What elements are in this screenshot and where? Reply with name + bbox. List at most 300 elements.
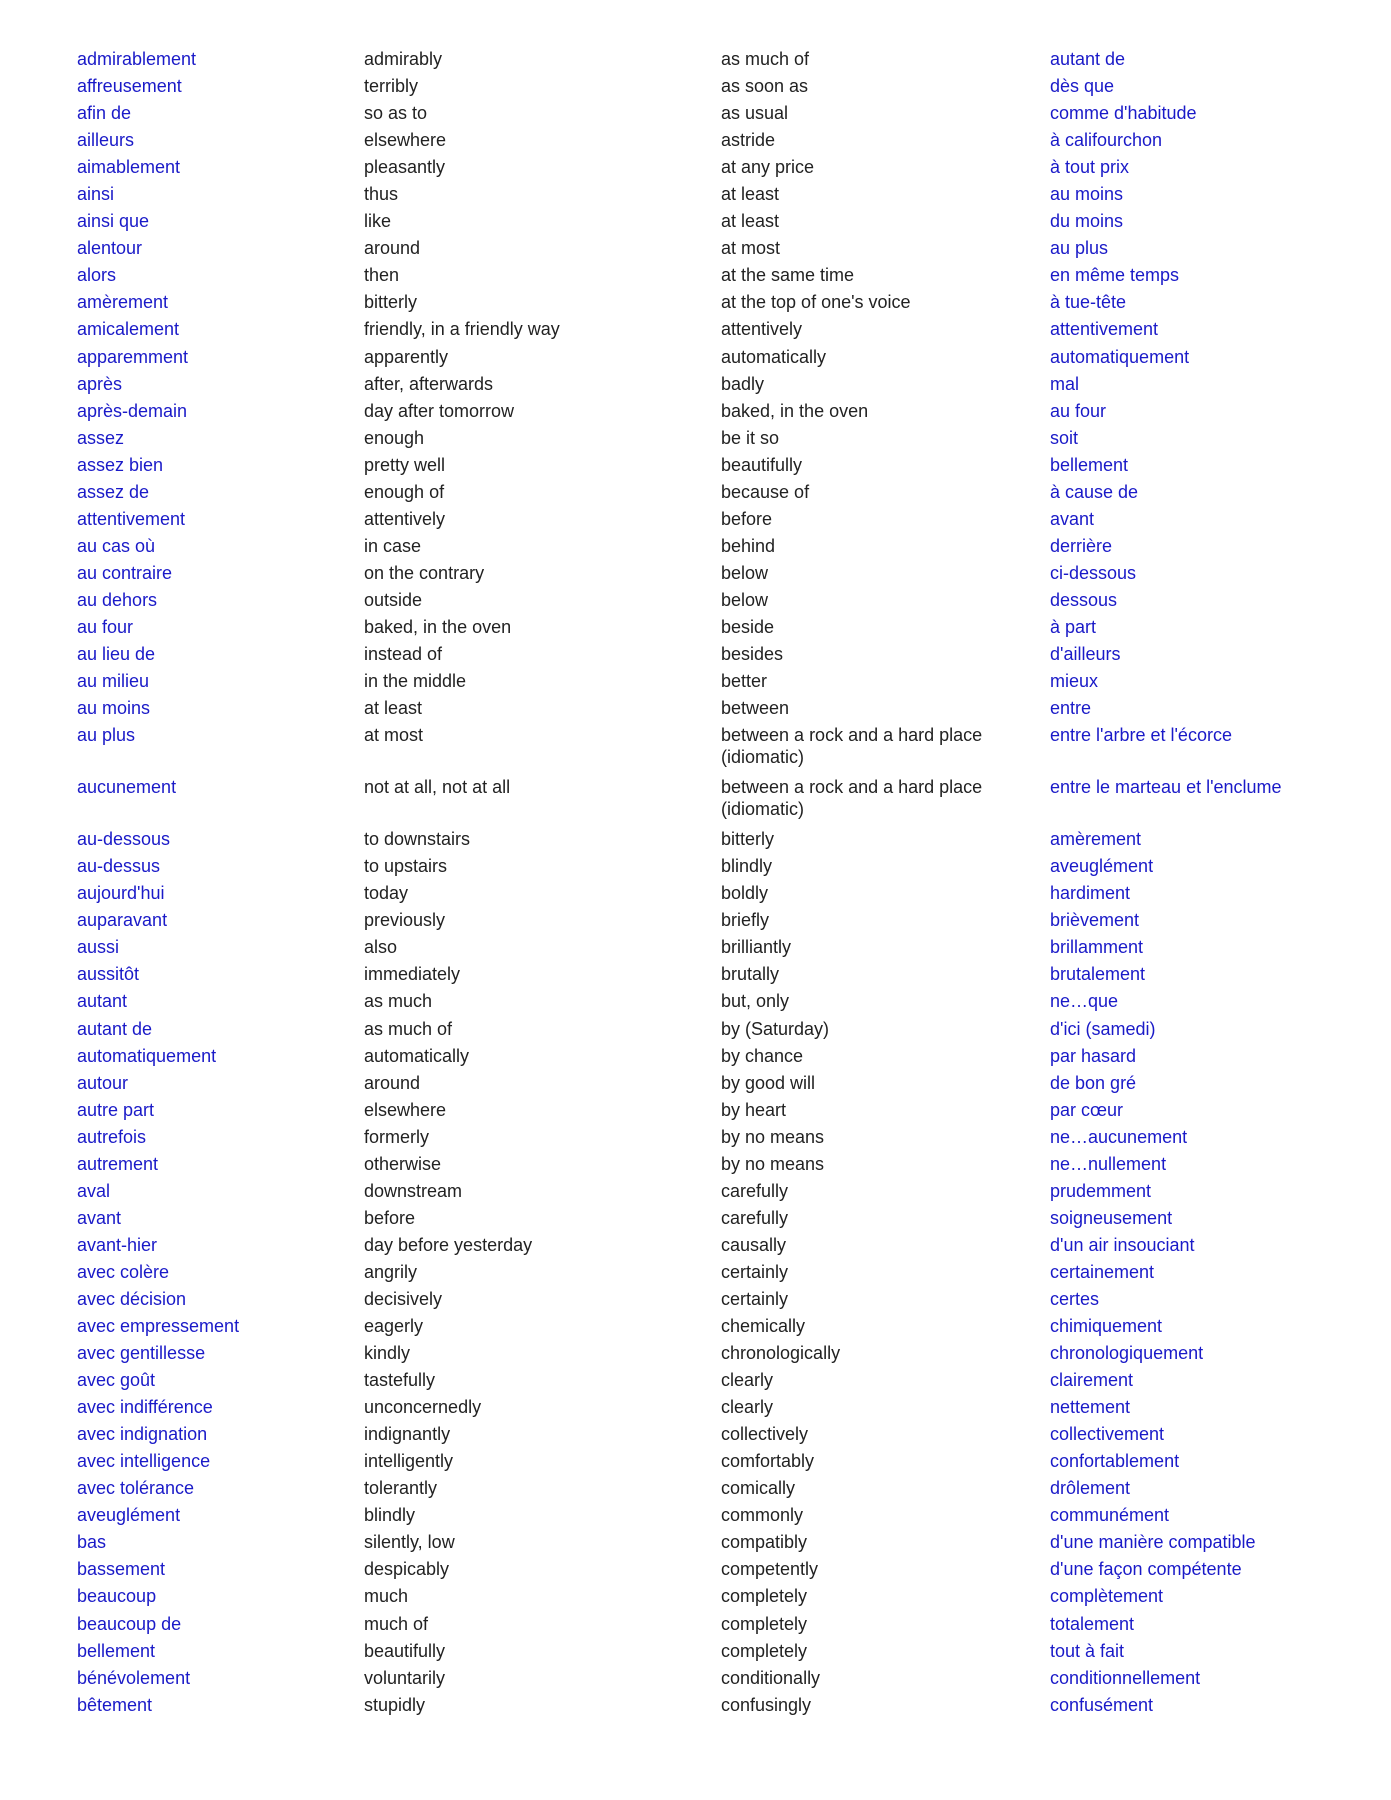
french-adverb: au contraire bbox=[77, 562, 173, 583]
english-phrase: by heart bbox=[721, 1099, 787, 1120]
french-adverb: au dehors bbox=[77, 589, 158, 610]
french-adverb: avec gentillesse bbox=[77, 1343, 206, 1364]
french-equivalent: par hasard bbox=[1050, 1045, 1137, 1066]
french-adverb: avec intelligence bbox=[77, 1451, 211, 1472]
table-row bbox=[0, 291, 1391, 318]
french-equivalent: comme d'habitude bbox=[1050, 103, 1197, 124]
french-equivalent: entre le marteau et l'enclume bbox=[1050, 777, 1282, 798]
french-adverb: assez bbox=[77, 427, 125, 448]
french-adverb: avant bbox=[77, 1207, 122, 1228]
english-translation: immediately bbox=[364, 964, 461, 985]
french-adverb: aucunement bbox=[77, 777, 177, 798]
english-translation: pretty well bbox=[364, 454, 446, 475]
english-phrase: at any price bbox=[721, 157, 815, 178]
french-adverb: admirablement bbox=[77, 49, 197, 69]
english-phrase: at the top of one's voice bbox=[721, 292, 911, 313]
table-row bbox=[0, 855, 1391, 882]
table-row bbox=[0, 616, 1391, 643]
french-adverb: amèrement bbox=[77, 292, 169, 313]
french-adverb: affreusement bbox=[77, 76, 182, 97]
english-phrase: comically bbox=[721, 1478, 796, 1499]
english-translation: apparently bbox=[364, 346, 449, 367]
english-translation: despicably bbox=[364, 1559, 450, 1580]
english-phrase: brutally bbox=[721, 964, 780, 985]
english-phrase: chemically bbox=[721, 1316, 806, 1337]
french-equivalent: chronologiquement bbox=[1050, 1343, 1204, 1364]
french-adverb: assez bien bbox=[77, 454, 164, 475]
english-translation: to upstairs bbox=[364, 856, 448, 877]
french-adverb: bassement bbox=[77, 1559, 166, 1580]
table-row bbox=[0, 535, 1391, 562]
french-adverb: bellement bbox=[77, 1640, 156, 1661]
table-row bbox=[0, 210, 1391, 237]
french-adverb: autour bbox=[77, 1072, 129, 1093]
french-equivalent: drôlement bbox=[1050, 1478, 1131, 1499]
table-row bbox=[0, 454, 1391, 481]
table-row bbox=[0, 1045, 1391, 1072]
english-phrase: baked, in the oven bbox=[721, 400, 869, 421]
french-equivalent: nettement bbox=[1050, 1397, 1131, 1418]
table-row bbox=[0, 102, 1391, 129]
french-adverb: au milieu bbox=[77, 671, 150, 692]
english-phrase: before bbox=[721, 508, 773, 529]
english-phrase: astride bbox=[721, 130, 776, 151]
english-translation: like bbox=[364, 211, 392, 232]
french-equivalent: à tout prix bbox=[1050, 157, 1130, 178]
french-adverb: ainsi que bbox=[77, 211, 150, 232]
french-equivalent: confusément bbox=[1050, 1694, 1154, 1715]
french-adverb: autant bbox=[77, 991, 128, 1012]
table-row bbox=[0, 1207, 1391, 1234]
english-phrase: commonly bbox=[721, 1505, 804, 1526]
table-row bbox=[0, 373, 1391, 400]
english-translation: angrily bbox=[364, 1261, 418, 1282]
english-phrase: at least bbox=[721, 184, 780, 205]
english-phrase: carefully bbox=[721, 1207, 789, 1228]
french-equivalent: mieux bbox=[1050, 671, 1099, 692]
table-row bbox=[0, 1396, 1391, 1423]
french-adverb: ailleurs bbox=[77, 130, 135, 151]
english-translation: today bbox=[364, 883, 409, 904]
table-row bbox=[0, 481, 1391, 508]
french-equivalent: totalement bbox=[1050, 1613, 1135, 1634]
french-equivalent: certainement bbox=[1050, 1261, 1155, 1282]
french-adverb: au moins bbox=[77, 698, 151, 719]
english-translation: otherwise bbox=[364, 1153, 442, 1174]
french-adverb: assez de bbox=[77, 481, 150, 502]
english-phrase: automatically bbox=[721, 346, 827, 367]
french-adverb: autrefois bbox=[77, 1126, 147, 1147]
french-adverb: autre part bbox=[77, 1099, 155, 1120]
english-translation: admirably bbox=[364, 49, 443, 69]
english-phrase: as soon as bbox=[721, 76, 809, 97]
french-adverb: beaucoup bbox=[77, 1586, 157, 1607]
table-row bbox=[0, 1477, 1391, 1504]
table-row bbox=[0, 346, 1391, 373]
table-row bbox=[0, 1585, 1391, 1612]
english-translation: formerly bbox=[364, 1126, 430, 1147]
table-row bbox=[0, 697, 1391, 724]
french-adverb: bas bbox=[77, 1532, 107, 1553]
table-row bbox=[0, 508, 1391, 535]
english-phrase: behind bbox=[721, 535, 776, 556]
english-phrase: besides bbox=[721, 644, 784, 665]
english-translation: after, afterwards bbox=[364, 373, 494, 394]
french-adverb: avec colère bbox=[77, 1261, 170, 1282]
table-row bbox=[0, 963, 1391, 990]
english-translation: elsewhere bbox=[364, 130, 447, 151]
french-adverb: alentour bbox=[77, 238, 143, 259]
table-row bbox=[0, 1504, 1391, 1531]
english-translation: much of bbox=[364, 1613, 429, 1634]
table-row bbox=[0, 828, 1391, 855]
french-equivalent: au moins bbox=[1050, 184, 1124, 205]
english-phrase: chronologically bbox=[721, 1343, 841, 1364]
english-translation: beautifully bbox=[364, 1640, 446, 1661]
table-row bbox=[0, 183, 1391, 210]
french-equivalent: soigneusement bbox=[1050, 1207, 1173, 1228]
french-equivalent: de bon gré bbox=[1050, 1072, 1137, 1093]
english-phrase: but, only bbox=[721, 991, 790, 1012]
english-translation: as much bbox=[364, 991, 433, 1012]
french-adverb: bêtement bbox=[77, 1694, 153, 1715]
english-phrase: brilliantly bbox=[721, 937, 792, 958]
english-translation: around bbox=[364, 238, 421, 259]
english-translation: baked, in the oven bbox=[364, 616, 512, 637]
english-phrase: as usual bbox=[721, 103, 789, 124]
english-translation: thus bbox=[364, 184, 399, 205]
french-equivalent: tout à fait bbox=[1050, 1640, 1125, 1661]
english-phrase: causally bbox=[721, 1234, 787, 1255]
french-adverb: autant de bbox=[77, 1018, 153, 1039]
french-adverb: attentivement bbox=[77, 508, 186, 529]
french-adverb: automatiquement bbox=[77, 1045, 217, 1066]
english-translation: day before yesterday bbox=[364, 1234, 533, 1255]
table-row bbox=[0, 1234, 1391, 1261]
english-phrase: at least bbox=[721, 211, 780, 232]
table-row bbox=[0, 1315, 1391, 1342]
english-phrase: below bbox=[721, 562, 769, 583]
table-row bbox=[0, 237, 1391, 264]
table-row bbox=[0, 562, 1391, 589]
french-equivalent: automatiquement bbox=[1050, 346, 1190, 367]
table-row bbox=[0, 1018, 1391, 1045]
french-equivalent: à cause de bbox=[1050, 481, 1139, 502]
french-adverb: alors bbox=[77, 265, 117, 286]
english-translation: attentively bbox=[364, 508, 446, 529]
english-translation: outside bbox=[364, 589, 423, 610]
table-row bbox=[0, 156, 1391, 183]
english-translation: pleasantly bbox=[364, 157, 446, 178]
table-row bbox=[0, 264, 1391, 291]
english-phrase: at the same time bbox=[721, 265, 855, 286]
english-translation: terribly bbox=[364, 76, 419, 97]
english-phrase: comfortably bbox=[721, 1451, 815, 1472]
english-phrase: beautifully bbox=[721, 454, 803, 475]
english-translation: previously bbox=[364, 910, 446, 931]
english-phrase: as much of bbox=[721, 49, 810, 69]
french-equivalent: d'une manière compatible bbox=[1050, 1532, 1256, 1553]
french-equivalent: à part bbox=[1050, 616, 1097, 637]
english-phrase: carefully bbox=[721, 1180, 789, 1201]
table-row bbox=[0, 1072, 1391, 1099]
french-adverb: apparemment bbox=[77, 346, 189, 367]
english-phrase: between a rock and a hard place (idiomatic) bbox=[721, 777, 983, 820]
french-adverb: amicalement bbox=[77, 319, 180, 340]
table-row bbox=[0, 936, 1391, 963]
english-phrase: blindly bbox=[721, 856, 773, 877]
english-phrase: because of bbox=[721, 481, 810, 502]
english-translation: stupidly bbox=[364, 1694, 426, 1715]
french-adverb: au-dessus bbox=[77, 856, 161, 877]
english-translation: kindly bbox=[364, 1343, 411, 1364]
english-translation: then bbox=[364, 265, 400, 286]
english-phrase: bitterly bbox=[721, 829, 775, 850]
french-equivalent: conditionnellement bbox=[1050, 1667, 1201, 1688]
french-equivalent: d'ailleurs bbox=[1050, 644, 1121, 665]
english-translation: blindly bbox=[364, 1505, 416, 1526]
french-equivalent: collectivement bbox=[1050, 1424, 1165, 1445]
english-translation: around bbox=[364, 1072, 421, 1093]
english-phrase: completely bbox=[721, 1640, 808, 1661]
english-phrase: confusingly bbox=[721, 1694, 812, 1715]
english-translation: indignantly bbox=[364, 1424, 451, 1445]
english-translation: in the middle bbox=[364, 671, 467, 692]
french-equivalent: au plus bbox=[1050, 238, 1109, 259]
english-translation: decisively bbox=[364, 1288, 443, 1309]
french-adverb: au-dessous bbox=[77, 829, 171, 850]
french-adverb: aussitôt bbox=[77, 964, 140, 985]
french-adverb: avec décision bbox=[77, 1288, 187, 1309]
french-equivalent: clairement bbox=[1050, 1370, 1134, 1391]
table-row bbox=[0, 1423, 1391, 1450]
english-phrase: collectively bbox=[721, 1424, 809, 1445]
french-adverb: auparavant bbox=[77, 910, 168, 931]
english-phrase: compatibly bbox=[721, 1532, 808, 1553]
table-row bbox=[0, 1450, 1391, 1477]
table-row bbox=[0, 1531, 1391, 1558]
french-adverb: ainsi bbox=[77, 184, 115, 205]
table-row bbox=[0, 1261, 1391, 1288]
french-equivalent: en même temps bbox=[1050, 265, 1180, 286]
table-row bbox=[0, 776, 1391, 828]
table-row bbox=[0, 1288, 1391, 1315]
french-adverb: au four bbox=[77, 616, 134, 637]
english-translation: at least bbox=[364, 698, 423, 719]
english-translation: unconcernedly bbox=[364, 1397, 482, 1418]
table-row bbox=[0, 643, 1391, 670]
table-row bbox=[0, 129, 1391, 156]
french-equivalent: entre bbox=[1050, 698, 1092, 719]
table-row bbox=[0, 990, 1391, 1017]
english-phrase: completely bbox=[721, 1613, 808, 1634]
english-translation: as much of bbox=[364, 1018, 453, 1039]
table-row bbox=[0, 724, 1391, 776]
french-equivalent: derrière bbox=[1050, 535, 1113, 556]
french-adverb: autrement bbox=[77, 1153, 159, 1174]
english-translation: downstream bbox=[364, 1180, 463, 1201]
english-translation: bitterly bbox=[364, 292, 418, 313]
english-phrase: by chance bbox=[721, 1045, 804, 1066]
table-row bbox=[0, 48, 1391, 75]
english-phrase: by good will bbox=[721, 1072, 816, 1093]
french-equivalent: hardiment bbox=[1050, 883, 1131, 904]
english-phrase: badly bbox=[721, 373, 765, 394]
french-equivalent: aveuglément bbox=[1050, 856, 1154, 877]
english-phrase: attentively bbox=[721, 319, 803, 340]
english-translation: much bbox=[364, 1586, 409, 1607]
table-row bbox=[0, 427, 1391, 454]
french-equivalent: bellement bbox=[1050, 454, 1129, 475]
english-translation: at most bbox=[364, 725, 424, 746]
french-equivalent: au four bbox=[1050, 400, 1107, 421]
table-row bbox=[0, 1153, 1391, 1180]
table-row bbox=[0, 1640, 1391, 1667]
french-equivalent: chimiquement bbox=[1050, 1316, 1163, 1337]
table-row bbox=[0, 909, 1391, 936]
french-adverb: avec indignation bbox=[77, 1424, 208, 1445]
english-translation: friendly, in a friendly way bbox=[364, 319, 560, 340]
french-equivalent: ne…nullement bbox=[1050, 1153, 1167, 1174]
table-row bbox=[0, 1342, 1391, 1369]
english-phrase: conditionally bbox=[721, 1667, 821, 1688]
french-adverb: afin de bbox=[77, 103, 132, 124]
english-phrase: between bbox=[721, 698, 790, 719]
table-row bbox=[0, 1369, 1391, 1396]
english-translation: enough of bbox=[364, 481, 445, 502]
english-phrase: by no means bbox=[721, 1153, 825, 1174]
french-equivalent: ne…aucunement bbox=[1050, 1126, 1188, 1147]
french-adverb: aussi bbox=[77, 937, 120, 958]
french-adverb: après-demain bbox=[77, 400, 188, 421]
french-equivalent: dessous bbox=[1050, 589, 1118, 610]
french-equivalent: soit bbox=[1050, 427, 1079, 448]
table-row bbox=[0, 1180, 1391, 1207]
english-phrase: be it so bbox=[721, 427, 780, 448]
table-row bbox=[0, 589, 1391, 616]
english-translation: on the contrary bbox=[364, 562, 485, 583]
french-equivalent: d'ici (samedi) bbox=[1050, 1018, 1156, 1039]
english-phrase: certainly bbox=[721, 1288, 789, 1309]
french-equivalent: d'une façon compétente bbox=[1050, 1559, 1242, 1580]
french-equivalent: avant bbox=[1050, 508, 1095, 529]
english-translation: also bbox=[364, 937, 398, 958]
english-translation: instead of bbox=[364, 644, 443, 665]
french-equivalent: brillamment bbox=[1050, 937, 1144, 958]
french-adverb: avec indifférence bbox=[77, 1397, 213, 1418]
english-translation: tastefully bbox=[364, 1370, 436, 1391]
table-row bbox=[0, 1126, 1391, 1153]
english-translation: in case bbox=[364, 535, 422, 556]
french-equivalent: à tue-tête bbox=[1050, 292, 1127, 313]
english-phrase: at most bbox=[721, 238, 781, 259]
french-adverb: avec tolérance bbox=[77, 1478, 195, 1499]
french-equivalent: entre l'arbre et l'écorce bbox=[1050, 725, 1232, 746]
french-equivalent: brièvement bbox=[1050, 910, 1140, 931]
table-row bbox=[0, 1667, 1391, 1694]
french-adverb: bénévolement bbox=[77, 1667, 191, 1688]
english-translation: eagerly bbox=[364, 1316, 424, 1337]
english-phrase: by no means bbox=[721, 1126, 825, 1147]
english-translation: not at all, not at all bbox=[364, 777, 511, 798]
french-equivalent: par cœur bbox=[1050, 1099, 1124, 1120]
english-translation: enough bbox=[364, 427, 425, 448]
english-translation: before bbox=[364, 1207, 416, 1228]
table-row bbox=[0, 882, 1391, 909]
english-translation: automatically bbox=[364, 1045, 470, 1066]
french-equivalent: prudemment bbox=[1050, 1180, 1152, 1201]
english-translation: so as to bbox=[364, 103, 428, 124]
french-adverb: beaucoup de bbox=[77, 1613, 182, 1634]
table-row bbox=[0, 75, 1391, 102]
table-row bbox=[0, 1558, 1391, 1585]
english-translation: intelligently bbox=[364, 1451, 454, 1472]
table-row bbox=[0, 1613, 1391, 1640]
french-adverb: aveuglément bbox=[77, 1505, 181, 1526]
english-phrase: below bbox=[721, 589, 769, 610]
french-equivalent: communément bbox=[1050, 1505, 1170, 1526]
french-equivalent: d'un air insouciant bbox=[1050, 1234, 1195, 1255]
french-adverb: avant-hier bbox=[77, 1234, 158, 1255]
french-adverb: au lieu de bbox=[77, 644, 156, 665]
english-phrase: by (Saturday) bbox=[721, 1018, 830, 1039]
french-equivalent: ci-dessous bbox=[1050, 562, 1137, 583]
english-translation: day after tomorrow bbox=[364, 400, 515, 421]
english-phrase: better bbox=[721, 671, 768, 692]
english-translation: tolerantly bbox=[364, 1478, 438, 1499]
english-translation: to downstairs bbox=[364, 829, 471, 850]
french-adverb: aujourd'hui bbox=[77, 883, 165, 904]
english-phrase: clearly bbox=[721, 1397, 774, 1418]
french-equivalent: amèrement bbox=[1050, 829, 1142, 850]
english-phrase: between a rock and a hard place (idiomatic) bbox=[721, 725, 983, 768]
french-equivalent: autant de bbox=[1050, 49, 1126, 69]
english-phrase: completely bbox=[721, 1586, 808, 1607]
table-row bbox=[0, 1694, 1391, 1721]
french-adverb: avec empressement bbox=[77, 1316, 240, 1337]
french-adverb: avec goût bbox=[77, 1370, 156, 1391]
french-equivalent: ne…que bbox=[1050, 991, 1119, 1012]
table-row bbox=[0, 670, 1391, 697]
english-translation: elsewhere bbox=[364, 1099, 447, 1120]
french-adverb: au cas où bbox=[77, 535, 156, 556]
french-adverb: après bbox=[77, 373, 123, 394]
english-phrase: briefly bbox=[721, 910, 770, 931]
english-phrase: clearly bbox=[721, 1370, 774, 1391]
english-translation: voluntarily bbox=[364, 1667, 446, 1688]
english-phrase: certainly bbox=[721, 1261, 789, 1282]
french-equivalent: attentivement bbox=[1050, 319, 1159, 340]
french-equivalent: confortablement bbox=[1050, 1451, 1180, 1472]
table-row bbox=[0, 318, 1391, 345]
french-equivalent: du moins bbox=[1050, 211, 1124, 232]
table-row bbox=[0, 400, 1391, 427]
french-adverb: aimablement bbox=[77, 157, 181, 178]
french-equivalent: complètement bbox=[1050, 1586, 1164, 1607]
french-equivalent: dès que bbox=[1050, 76, 1115, 97]
english-phrase: competently bbox=[721, 1559, 819, 1580]
english-phrase: boldly bbox=[721, 883, 769, 904]
french-equivalent: brutalement bbox=[1050, 964, 1146, 985]
french-adverb: au plus bbox=[77, 725, 136, 746]
vocabulary-table bbox=[0, 48, 1391, 1721]
english-translation: silently, low bbox=[364, 1532, 455, 1553]
table-row bbox=[0, 1099, 1391, 1126]
french-equivalent: à califourchon bbox=[1050, 130, 1163, 151]
french-adverb: aval bbox=[77, 1180, 111, 1201]
english-phrase: beside bbox=[721, 616, 775, 637]
french-equivalent: certes bbox=[1050, 1288, 1100, 1309]
